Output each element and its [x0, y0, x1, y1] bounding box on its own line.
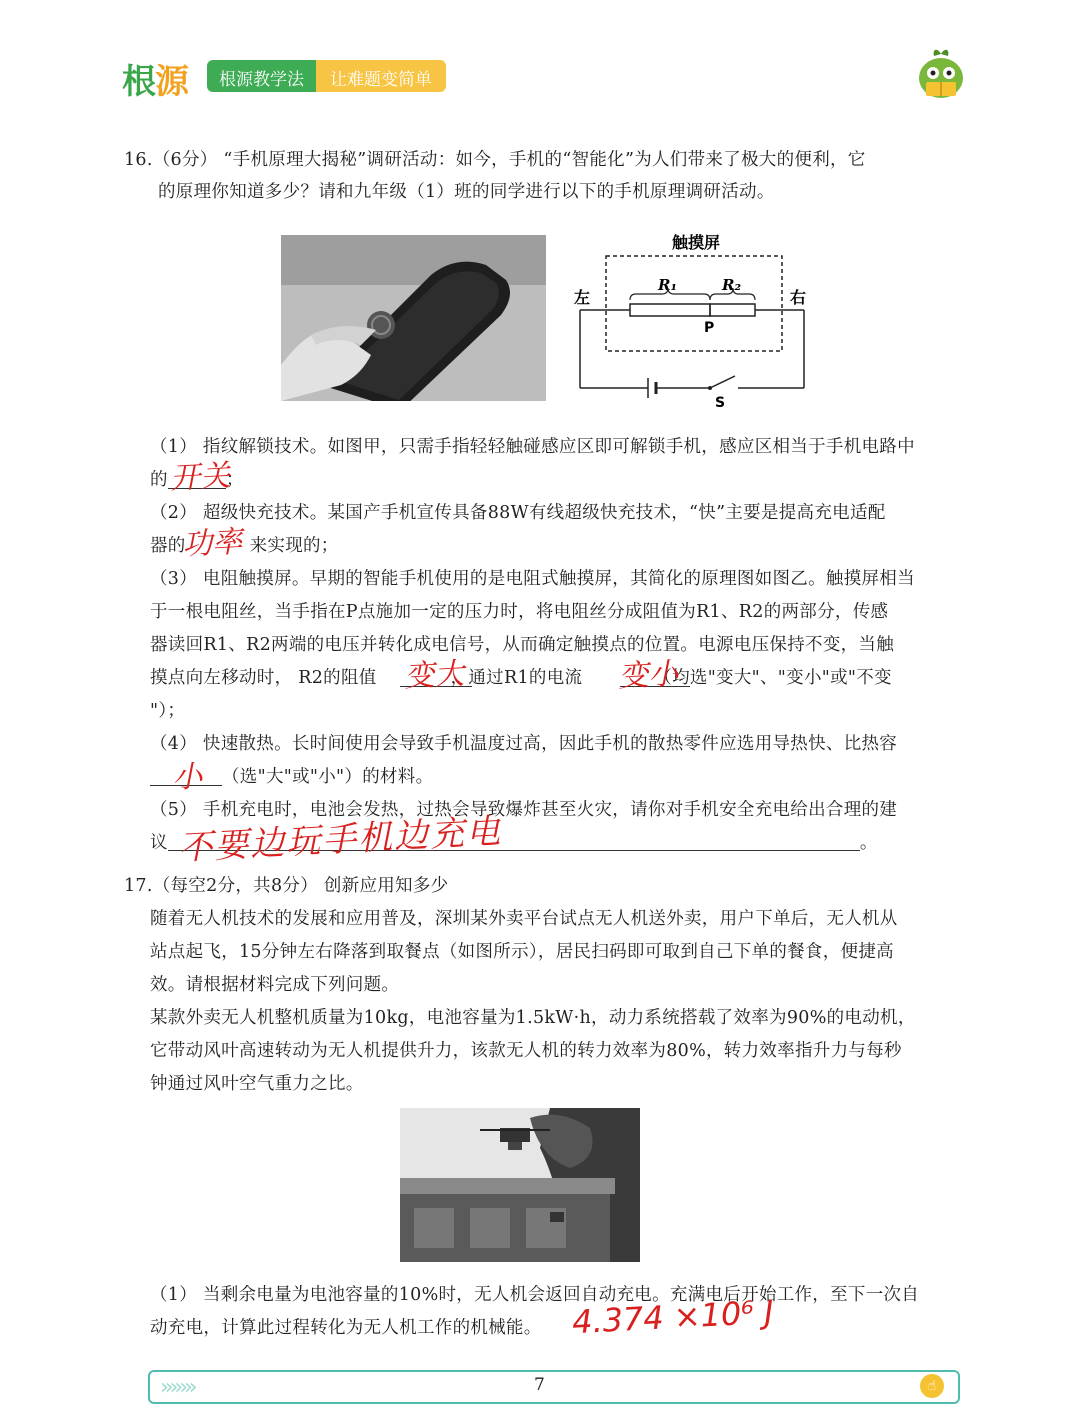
q17-line4: 效。请根据材料完成下列问题。: [150, 975, 400, 995]
p-point-label: P: [704, 320, 715, 336]
q16-p3-line4: 摸点向左移动时， R2的阻值 ，通过R1的电流 （均选"变大"、"变小"或"不变: [150, 668, 892, 688]
q17-line2: 随着无人机技术的发展和应用普及，深圳某外卖平台试点无人机送外卖，用户下单后，无人机从: [150, 909, 898, 929]
circuit-right-label: 右: [790, 288, 807, 307]
switch-s: [710, 376, 735, 388]
q16-p1-line2: 的 ；: [150, 470, 244, 490]
q16-p5-line2: 议 。: [150, 833, 878, 853]
q16-p3-line5: "）；: [150, 701, 186, 721]
footer-bar: [148, 1370, 960, 1404]
drone-delivery-photo: [400, 1108, 640, 1262]
q16-p3-line2: 于一根电阻丝，当手指在P点施加一定的压力时，将电阻丝分成阻值为R1、R2的两部分，传感: [150, 602, 889, 622]
page-number: 7: [534, 1375, 545, 1395]
q16-p4-line1: （4） 快速散热。长时间使用会导致手机温度过高，因此手机的散热零件应选用导热快、比热容: [150, 734, 898, 754]
r2-label: R₂: [722, 276, 742, 294]
q16-p2-line1: （2） 超级快充技术。某国产手机宣传具备88W有线超级快充技术，“快”主要是提高充电适配: [150, 503, 886, 523]
q16-line1: 16.（6分） “手机原理大揭秘”调研活动：如今，手机的“智能化”为人们带来了极大的便利，它: [124, 150, 866, 170]
handwritten-answer-power: 功率: [181, 524, 244, 563]
q16-p2-line2: 器的 来实现的；: [150, 536, 339, 556]
banner-method: 根源教学法: [207, 60, 316, 92]
r1-label: R₁: [658, 276, 678, 294]
q16-p5-line1: （5） 手机充电时，电池会发热，过热会导致爆炸甚至火灾，请你对手机安全充电给出合理的建: [150, 800, 898, 820]
q17-p1-line1: （1） 当剩余电量为电池容量的10%时，无人机会返回自动充电。充满电后开始工作，至下一次自: [150, 1285, 920, 1305]
q17-line5: 某款外卖无人机整机质量为10kg，电池容量为1.5kW·h，动力系统搭载了效率为90%的电动机，: [150, 1008, 916, 1028]
phone-fingerprint-photo: [281, 235, 546, 401]
pointing-hand-icon: ☝: [920, 1374, 944, 1398]
owl-reading-mascot-icon: [912, 46, 970, 100]
brand-banner: [207, 60, 446, 92]
handwritten-answer-energy: 4.374 ×10⁶ J: [571, 1292, 775, 1342]
handwritten-answer-larger: 变大: [403, 656, 466, 695]
circuit-left-label: 左: [574, 288, 591, 307]
q17-line3: 站点起飞，15分钟左右降落到取餐点（如图所示），居民扫码即可取到自己下单的餐食，便捷高: [150, 942, 894, 962]
handwritten-answer-suggestion: 不要边玩手机边充电: [177, 811, 504, 869]
q17-p1-line2: 动充电，计算此过程转化为无人机工作的机械能。: [150, 1318, 542, 1338]
handwritten-answer-switch: 开关: [169, 458, 232, 497]
q16-p3-line1: （3） 电阻触摸屏。早期的智能手机使用的是电阻式触摸屏，其简化的原理图如图乙。触摸屏相当: [150, 569, 915, 589]
circuit-title: 触摸屏: [672, 233, 721, 252]
chevrons-icon: ›››››››: [160, 1375, 194, 1400]
q16-line2: 的原理你知道多少？请和九年级（1）班的同学进行以下的手机原理调研活动。: [158, 182, 775, 202]
touchscreen-circuit-diagram: [570, 230, 815, 410]
q17-line6: 它带动风叶高速转动为无人机提供升力，该款无人机的转力效率为80%，转力效率指升力与每秒: [150, 1041, 902, 1061]
resistor-r1: [630, 304, 710, 316]
switch-label: S: [715, 395, 726, 410]
q16-p4-line2: （选"大"或"小"）的材料。: [222, 767, 434, 787]
handwritten-answer-smaller: 变小: [617, 656, 680, 695]
resistor-r2: [710, 304, 755, 316]
banner-slogan: 让难题变简单: [316, 60, 446, 92]
q17-line7: 钟通过风叶空气重力之比。: [150, 1074, 364, 1094]
handwritten-answer-small: 小: [171, 759, 204, 796]
q16-p1-line1: （1） 指纹解锁技术。如图甲，只需手指轻轻触碰感应区即可解锁手机，感应区相当于手机电路中: [150, 437, 915, 457]
q16-p3-line3: 器读回R1、R2两端的电压并转化成电信号，从而确定触摸点的位置。电源电压保持不变，当触: [150, 635, 895, 655]
brand-logo: 根源: [122, 62, 188, 102]
q17-title: 17.（每空2分，共8分） 创新应用知多少: [124, 876, 449, 896]
